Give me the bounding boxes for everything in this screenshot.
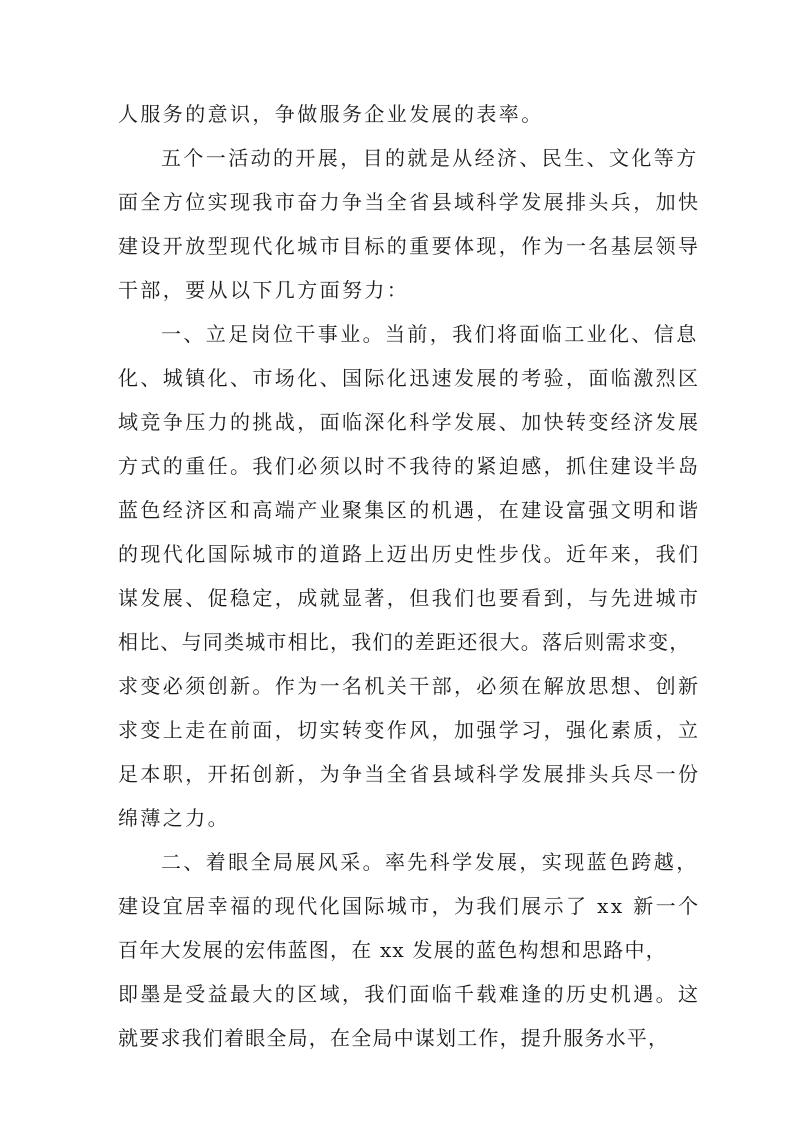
- paragraph-start: 二、着眼全局展风采。率先科学发展，实现蓝色跨越，: [161, 850, 699, 874]
- text-line: 求变上走在前面，切实转变作风，加强学习，强化素质，立: [118, 718, 701, 742]
- text-line: 求变必须创新。作为一名机关干部，必须在解放思想、创新: [118, 674, 701, 698]
- text-line: 谋发展、促稳定，成就显著，但我们也要看到，与先进城市: [118, 586, 701, 610]
- text-line: 面全方位实现我市奋力争当全省县域科学发展排头兵，加快: [118, 190, 701, 214]
- text-line: 蓝色经济区和高端产业聚集区的机遇，在建设富强文明和谐: [118, 498, 701, 522]
- text-line: 百年大发展的宏伟蓝图，在 xx 发展的蓝色构想和思路中，: [118, 938, 667, 962]
- text-line: 相比、与同类城市相比，我们的差距还很大。落后则需求变，: [118, 630, 691, 654]
- text-line: 足本职，开拓创新，为争当全省县域科学发展排头兵尽一份: [118, 762, 701, 786]
- text-line: 方式的重任。我们必须以时不我待的紧迫感，抓住建设半岛: [118, 454, 701, 478]
- text-line: 的现代化国际城市的道路上迈出历史性步伐。近年来，我们: [118, 542, 701, 566]
- text-line: 建设宜居幸福的现代化国际城市，为我们展示了 xx 新一个: [118, 894, 701, 918]
- text-line: 绵薄之力。: [118, 806, 230, 830]
- text-line: 就要求我们着眼全局，在全局中谋划工作，提升服务水平，: [118, 1026, 670, 1050]
- text-line: 建设开放型现代化城市目标的重要体现，作为一名基层领导: [118, 234, 701, 258]
- paragraph-start: 五个一活动的开展，目的就是从经济、民生、文化等方: [161, 146, 699, 170]
- paragraph-start: 一、立足岗位干事业。当前，我们将面临工业化、信息: [161, 322, 699, 346]
- text-line: 即墨是受益最大的区域，我们面临千载难逢的历史机遇。这: [118, 982, 701, 1006]
- text-line: 人服务的意识，争做服务企业发展的表率。: [118, 102, 544, 126]
- text-line: 干部，要从以下几方面努力：: [118, 278, 410, 302]
- text-line: 化、城镇化、市场化、国际化迅速发展的考验，面临激烈区: [118, 366, 701, 390]
- text-line: 域竞争压力的挑战，面临深化科学发展、加快转变经济发展: [118, 410, 701, 434]
